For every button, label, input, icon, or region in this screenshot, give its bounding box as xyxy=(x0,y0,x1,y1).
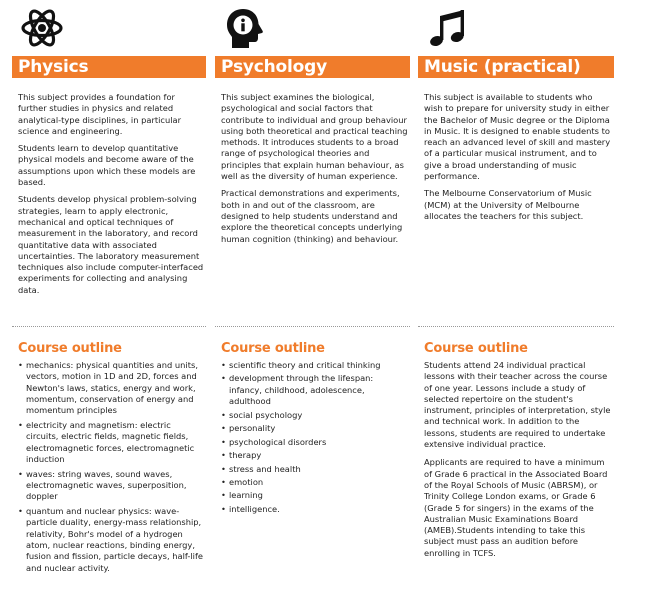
paragraph: This subject examines the biological, psychological and social factors that contribute to individual and group behaviour using both theoretical and practical teaching methods. It introduces students to a broad range of psychological theories and principles that explain human behaviour, as well as the diversity of human experience. xyxy=(221,92,408,182)
list-item: • learning xyxy=(221,490,408,501)
psychology-column xyxy=(215,0,410,594)
divider xyxy=(12,326,206,327)
physics-title: Physics xyxy=(12,56,206,78)
atom-icon xyxy=(20,6,64,50)
list-item: • social psychology xyxy=(221,410,408,421)
list-item: • waves: string waves, sound waves, electromagnetic waves, superposition, doppler xyxy=(18,469,204,503)
list-item: • quantum and nuclear physics: wave-particle duality, energy-mass relationship, relativity, Bohr's model of a hydrogen atom, nuclear reactions, binding energy, fusion and fission, particle decays, half-life and nuclear activity. xyxy=(18,506,204,574)
psychology-intro xyxy=(215,92,410,251)
course-outline-heading: Course outline xyxy=(221,341,325,356)
paragraph: This subject is available to students who wish to prepare for university study in either the Bachelor of Music degree or the Diploma in Music. It is designed to enable students to reach an advanced level of skill and mastery of a particular musical instrument, and to give a broad understanding of music performance. xyxy=(424,92,611,182)
head-info-icon xyxy=(223,6,267,50)
physics-outline xyxy=(12,360,206,577)
paragraph: Students develop physical problem-solving strategies, learn to apply electronic, mechanical and optical techniques of measurement in the laboratory, and record quantitative data with associated uncertainties. The laboratory measurement techniques also include computer-interfaced experiments for collecting and analysing data. xyxy=(18,194,204,295)
paragraph: Practical demonstrations and experiments, both in and out of the classroom, are designed to help students understand and explore the theoretical concepts underlying human cognition (thinking) and behaviour. xyxy=(221,188,403,244)
psychology-title: Psychology xyxy=(215,56,410,78)
physics-intro xyxy=(12,92,206,302)
music-outline xyxy=(418,360,614,566)
physics-column xyxy=(12,0,206,594)
list-item: • development through the lifespan: infancy, childhood, adolescence, adulthood xyxy=(221,373,408,407)
paragraph: Students learn to develop quantitative physical models and become aware of the assumptions upon which these models are based. xyxy=(18,143,196,188)
music-column xyxy=(418,0,614,594)
course-outline-heading: Course outline xyxy=(424,341,528,356)
course-outline-heading: Course outline xyxy=(18,341,122,356)
paragraph: Students attend 24 individual practical lessons with their teacher across the course of one year. Lessons include a study of selected repertoire on the student's instrument, principles of interpretation, style and technical work. In addition to the lessons, students are required to undertake extensive individual practice. xyxy=(424,360,611,450)
list-item: • scientific theory and critical thinking xyxy=(221,360,408,371)
list-item: • therapy xyxy=(221,450,408,461)
psychology-outline xyxy=(215,360,410,517)
list-item: • stress and health xyxy=(221,464,408,475)
music-title: Music (practical) xyxy=(418,56,614,78)
list-item: • emotion xyxy=(221,477,408,488)
paragraph: This subject provides a foundation for further studies in physics and related analytical-type disciplines, in particular science and engineering. xyxy=(18,92,182,136)
list-item: • electricity and magnetism: electric circuits, electric fields, magnetic fields, electromagnetic forces, electromagnetic induction xyxy=(18,420,204,465)
paragraph: Applicants are required to have a minimum of Grade 6 practical in the Associated Board of the Royal Schools of Music (ABRSM), or Trinity College London exams, or Grade 6 (Grade 5 for singers) in the exams of the Australian Music Examinations Board (AMEB).Students intending to take this subject must pass an audition before enrolling in TCFS. xyxy=(424,457,608,558)
music-note-icon xyxy=(426,6,470,50)
divider xyxy=(418,326,614,327)
list-item: • intelligence. xyxy=(221,504,408,515)
paragraph: The Melbourne Conservatorium of Music (MCM) at the University of Melbourne allocates the teachers for this subject. xyxy=(424,188,592,221)
divider xyxy=(215,326,410,327)
music-intro xyxy=(418,92,614,228)
list-item: • personality xyxy=(221,423,408,434)
list-item: • psychological disorders xyxy=(221,437,408,448)
list-item: • mechanics: physical quantities and units, vectors, motion in 1D and 2D, forces and Newton's laws, statics, energy and work, momentum, conservation of energy and momentum principles xyxy=(18,360,204,416)
